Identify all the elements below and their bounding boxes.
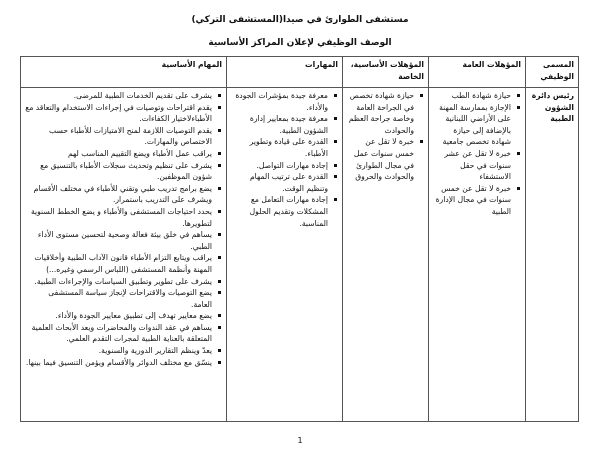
table-row bbox=[21, 88, 579, 422]
header-general-qualifications: المؤهلات العامة bbox=[429, 57, 526, 88]
list-item: خبرة لا تقل عن خمس سنوات في مجال الإدارة الطبية bbox=[433, 183, 511, 218]
list-item: يحدد احتياجات المستشفى والأطباء و يضع الخطط السنوية لتطويرها. bbox=[25, 206, 212, 229]
document-subtitle: الوصف الوظيفي لإعلان المراكز الأساسية bbox=[208, 38, 392, 48]
special-qualifications-cell bbox=[343, 88, 429, 422]
list-item: يقدم التوصيات اللازمة لمنح الامتيازات للأطباء حسب الاختصاص والمهارات. bbox=[25, 125, 212, 148]
list-item: معرفة جيدة بمؤشرات الجودة والأداء. bbox=[231, 90, 328, 113]
list-item: ينسّق مع مختلف الدوائر والأقسام ويؤمن التنسيق فيما بينها. bbox=[25, 357, 212, 367]
list-item: خبرة لا تقل عن خمس سنوات عمل في مجال الطوارئ والحوادث والحروق bbox=[347, 136, 414, 182]
page-number: 1 bbox=[297, 436, 303, 445]
tasks-cell bbox=[21, 88, 227, 422]
list-item: يضع برامج تدريب طبي وتقني للأطباء في مختلف الأقسام ويشرف على التدريب باستمرار. bbox=[25, 183, 212, 206]
list-item: يضع التوصيات والاقتراحات لإنجاز سياسة المستشفى العامة. bbox=[25, 287, 212, 310]
job-description-table bbox=[20, 56, 579, 422]
list-item: يراقب عمل الأطباء ويضع التقييم المناسب لهم bbox=[25, 148, 212, 160]
header-special-qualifications: المؤهلات الأساسية، الخاصة bbox=[343, 57, 429, 88]
list-item: يراقب ويتابع التزام الأطباء قانون الآداب الطبية وأخلاقيات المهنة وأنظمة المستشفى (اللباس الرسمي وغيره...) bbox=[25, 252, 212, 275]
list-item: القدرة على قيادة وتطوير الأطباء. bbox=[231, 136, 328, 159]
job-title-cell: رئيس دائرة الشؤون الطبية bbox=[526, 88, 579, 422]
list-item: يشرف على تنظيم وتحديث سجلات الأطباء بالتنسيق مع شؤون الموظفين. bbox=[25, 160, 212, 183]
list-item: يعدّ وينظم التقارير الدورية والسنوية. bbox=[25, 345, 212, 357]
list-item: يشرف على تطوير وتطبيق السياسات والإجراءات الطبية. bbox=[25, 276, 212, 288]
list-item: خبرة لا تقل عن عشر سنوات في حقل الاستشفاء bbox=[433, 148, 511, 183]
list-item: حيازة شهادة تخصص في الجراحة العامة وخاصة جراحة العظم والحوادث bbox=[348, 91, 414, 135]
list-item: يضع معايير تهدف إلى تطبيق معايير الجودة والأداء. bbox=[25, 310, 212, 322]
list-item: القدرة على ترتيب المهام وتنظيم الوقت. bbox=[231, 171, 328, 194]
list-item: يساهم في عقد الندوات والمحاضرات ويعد الأبحاث العلمية المتعلقة بالعناية الطبية لمجرات التقدم العلمي. bbox=[25, 322, 212, 345]
document-title: مستشفى الطوارئ في صيدا(المستشفى التركي) bbox=[191, 15, 409, 25]
list-item: الإجازة بممارسة المهنة على الأراضي اللبنانية بالإضافة إلى حيازة شهادة تخصص جامعية bbox=[433, 102, 511, 148]
list-item: معرفة جيدة بمعايير إدارة الشؤون الطبية. bbox=[231, 113, 328, 136]
list-item: إجادة مهارات التعامل مع المشكلات وتقديم الحلول المناسبة. bbox=[231, 194, 328, 229]
header-skills: المهارات bbox=[227, 57, 343, 88]
list-item: يساهم في خلق بيئة فعالة وصحية لتحسين مستوى الأداء الطبي. bbox=[25, 229, 212, 252]
general-qualifications-cell bbox=[429, 88, 526, 422]
list-item: حيازة شهادة الطب bbox=[433, 90, 511, 102]
header-tasks: المهام الأساسية bbox=[21, 57, 227, 88]
header-row bbox=[21, 57, 579, 88]
list-item: إجادة مهارات التواصل. bbox=[231, 160, 328, 172]
skills-cell bbox=[227, 88, 343, 422]
header-job-title: المسمى الوظيفي bbox=[526, 57, 579, 88]
list-item: يقدم اقتراحات وتوصيات في إجراءات الاستخدام والتعاقد مع الأطباءلاختيار الكفاءات. bbox=[25, 102, 212, 124]
list-item: يشرف على تقديم الخدمات الطبية للمرضى. bbox=[25, 90, 212, 102]
